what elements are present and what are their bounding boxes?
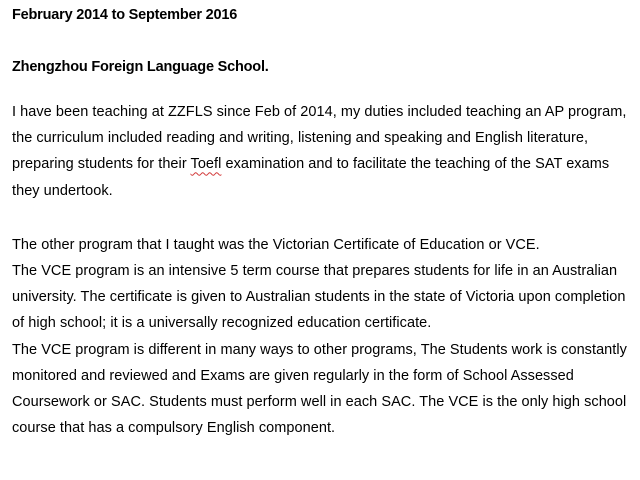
- employment-date-range: February 2014 to September 2016: [12, 7, 238, 23]
- vce-differences-text: The VCE program is different in many ways to other programs, The Students work is constantly monitored and reviewed and Exams are given regularly in the form of School Assessed Coursework or SAC. Students must perform well in each SAC. The VCE is the only high school course that has a compulsory English component.: [12, 341, 627, 437]
- vce-program-paragraph: [12, 232, 638, 442]
- paragraph-text-segment: I have been teaching at ZZFLS since Feb of 2014, my duties included teaching an AP program, the curriculum included reading and writing, listening and speaking and English literature, preparing students for their: [12, 104, 627, 173]
- teaching-duties-paragraph: [12, 99, 638, 204]
- paragraph-text-segment: examination and to facilitate the teaching of the SAT exams they undertook.: [12, 156, 610, 199]
- vce-description-text: The VCE program is an intensive 5 term course that prepares students for life in an Australian university. The certificate is given to Australian students in the state of Victoria upon completion of high school; it is a universally recognized education certificate.: [12, 263, 626, 332]
- document-body: [12, 5, 638, 441]
- spellcheck-flagged-word[interactable]: Toefl: [190, 156, 222, 173]
- school-name-heading: Zhengzhou Foreign Language School.: [12, 59, 269, 75]
- vce-intro-line: The other program that I taught was the Victorian Certificate of Education or VCE.: [12, 236, 540, 253]
